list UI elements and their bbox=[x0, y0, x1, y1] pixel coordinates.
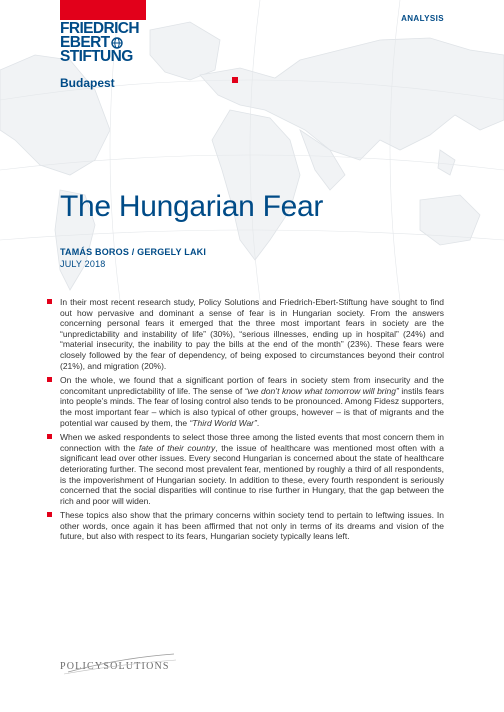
decorative-red-square bbox=[232, 77, 238, 83]
paragraph-3: When we asked respondents to select those three among the listed events that most concern them in connection with the fate of their country, the issue of healthcare was mentioned most often with a significant lead over other issues. Every second Hungarian is concerned about the state of healthcare deteriorating further. The second most prevalent fear, mentioned by roughly a third of all respondents, is the impoverishment of Hungarian society. In addition to these, every fourth respondent is seriously concerned that the social disparities will continue to rise further in Hungary, that the gap between the rich and poor will widen. bbox=[47, 432, 444, 506]
brand-red-bar bbox=[60, 0, 146, 20]
document-title: The Hungarian Fear bbox=[60, 190, 324, 223]
bullet-square-icon bbox=[47, 512, 52, 517]
document-authors: TAMÁS BOROS / GERGELY LAKI bbox=[60, 247, 207, 257]
fes-logo bbox=[60, 22, 139, 64]
policy-solutions-swoosh-icon bbox=[60, 650, 178, 676]
category-label: ANALYSIS bbox=[401, 14, 444, 23]
paragraph-4: These topics also show that the primary concerns within society tend to pertain to leftwing issues. In other words, once again it has been affirmed that not only in terms of its dreams and vision of the future, but also with respect to its fears, Hungarian society typically leans left. bbox=[47, 510, 444, 542]
logo-line-1: FRIEDRICH bbox=[60, 20, 139, 37]
document-date: JULY 2018 bbox=[60, 259, 106, 269]
bullet-square-icon bbox=[47, 377, 52, 382]
publisher-logo-text: POLICYSOLUTIONS bbox=[60, 661, 170, 672]
logo-line-2: EBERT bbox=[60, 36, 139, 50]
logo-city: Budapest bbox=[60, 76, 115, 90]
bullet-square-icon bbox=[47, 434, 52, 439]
paragraph-2: On the whole, we found that a significant portion of fears in society stem from insecurity and the concomitant unpredictability of life. The sense of “we don’t know what tomorrow will bring” instils fears into people’s minds. The fear of losing control also tends to be pronounced. Among Fidesz supporters, the most important fear – which is also typical of other groups, however – is that of migrants and the potential war caused by them, the “Third World War”. bbox=[47, 375, 444, 428]
bullet-square-icon bbox=[47, 299, 52, 304]
paragraph-1: In their most recent research study, Policy Solutions and Friedrich-Ebert-Stiftung have sought to find out how pervasive and dominant a sense of fear is in Hungarian society. From the answers concerning personal fears it emerged that the three most important fears in society are the “unpredictability and instability of life” (30%), “serious illnesses, ending up in hospital” (24%) and “material insecurity, the inability to pay the bills at the end of the month” (23%). These fears were closely followed by the fear of dependency, of being exposed to circumstances beyond their control (21%), and migration (20%). bbox=[47, 297, 444, 371]
body-content bbox=[47, 297, 444, 546]
logo-line-3: STIFTUNG bbox=[60, 48, 133, 65]
policy-solutions-logo bbox=[60, 656, 170, 674]
